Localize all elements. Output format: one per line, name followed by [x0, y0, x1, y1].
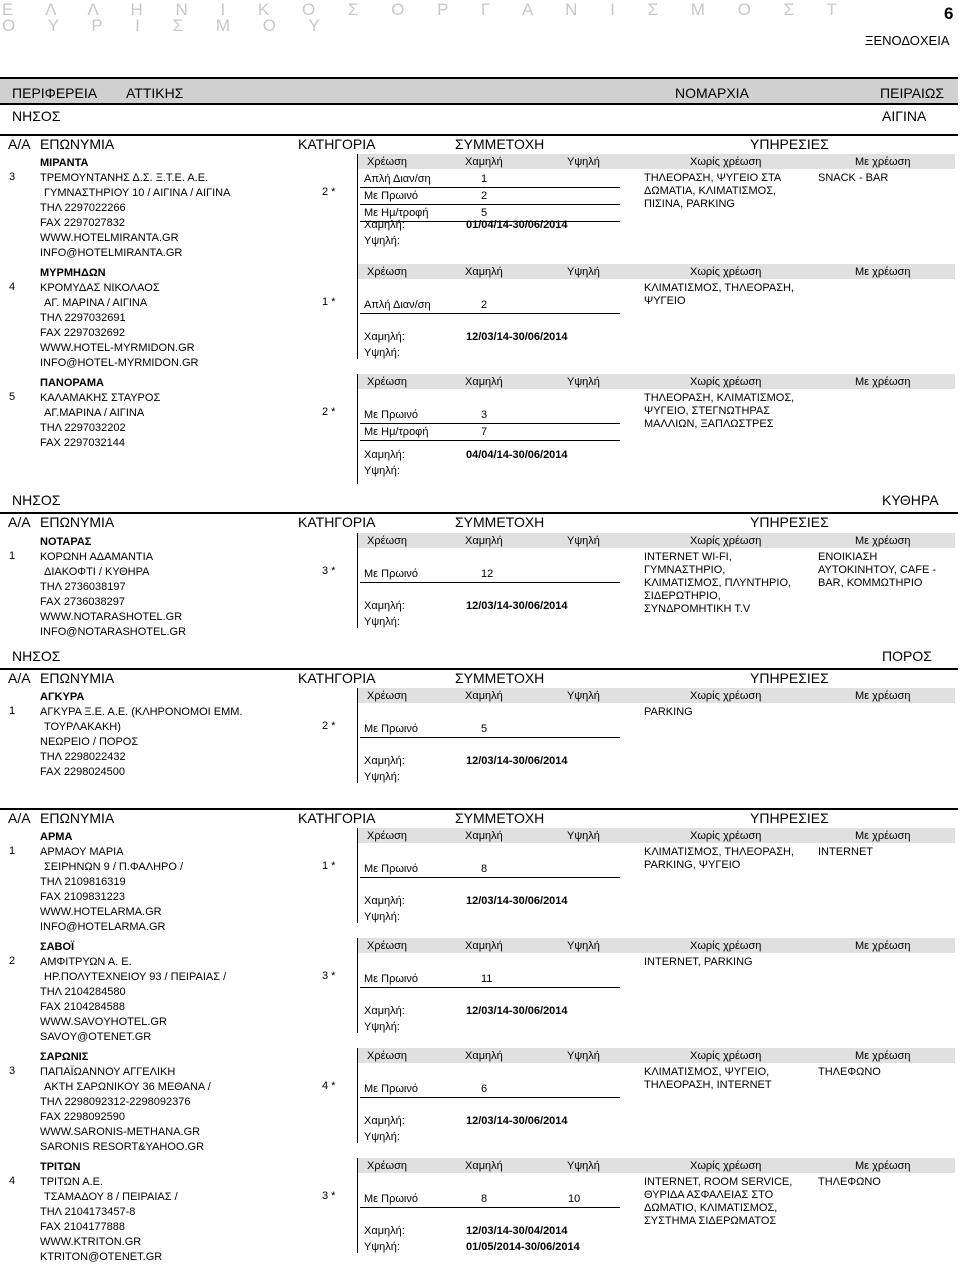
high-period-label: Υψηλή:: [364, 1021, 400, 1033]
hotel-info-line: ΣΕΙΡΗΝΩΝ 9 / Π.ΦΑΛΗΡΟ /: [44, 861, 184, 873]
hotel-info-line: INFO@HOTELMIRANTA.GR: [40, 247, 183, 259]
hotel-info-line: WWW.SAVOYHOTEL.GR: [40, 1016, 167, 1028]
high-label: Υψηλή: [567, 535, 600, 547]
charge-label: Χρέωση: [367, 1160, 407, 1172]
no-charge-label: Χωρίς χρέωση: [690, 376, 762, 388]
col-aa: Α/Α: [8, 670, 31, 686]
low-period: 12/03/14-30/06/2014: [466, 755, 568, 767]
island-name: ΠΟΡΟΣ: [882, 648, 932, 664]
participation-left-rule: [357, 828, 358, 923]
room-type: Απλή Διαν/ση: [364, 173, 431, 185]
hotel-info-line: SAVOY@OTENET.GR: [40, 1031, 152, 1043]
hotel-aa: 1: [9, 705, 16, 717]
room-rule: [360, 877, 620, 878]
hotel-info-line: ΔΙΑΚΟΦΤΙ / ΚΥΘΗΡΑ: [44, 566, 150, 578]
hotel-info-line: WWW.SARONIS-METHANA.GR: [40, 1126, 201, 1138]
hotel-name: ΑΓΚΥΡΑ: [40, 691, 85, 703]
services-free: PARKING: [644, 706, 693, 718]
prefecture-label: ΠΕΡΙΦΕΡΕΙΑ: [12, 85, 98, 101]
participation-left-rule: [357, 938, 358, 1033]
room-type: Με Πρωινό: [364, 409, 418, 421]
no-charge-label: Χωρίς χρέωση: [690, 266, 762, 278]
hotel-info-line: ΚΑΛΑΜΑΚΗΣ ΣΤΑΥΡΟΣ: [40, 392, 161, 404]
low-label: Χαμηλή: [465, 535, 503, 547]
low-period-label: Χαμηλή:: [364, 449, 405, 461]
room-rule: [360, 187, 620, 188]
hotel-info-line: WWW.KTRITON.GR: [40, 1236, 142, 1248]
hotel-category: 3 *: [322, 970, 336, 982]
with-charge-label: Με χρέωση: [855, 940, 911, 952]
prefecture-value: ΑΤΤΙΚΗΣ: [126, 85, 184, 101]
hotel-aa: 1: [9, 550, 16, 562]
high-period-label: Υψηλή:: [364, 347, 400, 359]
low-period: 12/03/14-30/04/2014: [466, 1225, 568, 1237]
hotel-info-line: FAX 2297032144: [40, 437, 126, 449]
services-free: ΤΗΛΕΟΡΑΣΗ, ΨΥΓΕΙΟ ΣΤΑ ΔΩΜΑΤΙΑ, ΚΛΙΜΑΤΙΣΜΟΣ, ΠΙΣΙΝΑ, PARKING: [644, 172, 781, 210]
room-type: Με Πρωινό: [364, 1083, 418, 1095]
hotel-info-line: ΤΗΛ 2104173457-8: [40, 1206, 136, 1218]
room-low-price: 5: [481, 723, 488, 735]
hotel-info-line: ΤΣΑΜΑΔΟΥ 8 / ΠΕΙΡΑΙΑΣ /: [44, 1191, 178, 1203]
room-rule: [360, 1097, 620, 1098]
low-period-label: Χαμηλή:: [364, 895, 405, 907]
services-paid: SNACK - BAR: [818, 172, 889, 184]
hotel-info-line: SARONIS RESORT&YAHOO.GR: [40, 1141, 205, 1153]
col-services: ΥΠΗΡΕΣΙΕΣ: [750, 136, 829, 152]
room-type: Με Πρωινό: [364, 190, 418, 202]
room-low-price: 2: [481, 190, 488, 202]
room-rule: [360, 423, 620, 424]
high-label: Υψηλή: [567, 830, 600, 842]
with-charge-label: Με χρέωση: [855, 830, 911, 842]
hotel-info-line: ΑΡΜΑΟΥ ΜΑΡΙΑ: [40, 846, 124, 858]
room-low-price: 8: [481, 863, 488, 875]
no-charge-label: Χωρίς χρέωση: [690, 535, 762, 547]
hotel-info-line: ΤΗΛ 2297022266: [40, 202, 126, 214]
no-charge-label: Χωρίς χρέωση: [690, 1050, 762, 1062]
hotel-info-line: FAX 2298024500: [40, 766, 126, 778]
col-name: ΕΠΩΝΥΜΙΑ: [40, 670, 115, 686]
no-charge-label: Χωρίς χρέωση: [690, 830, 762, 842]
island-label: ΝΗΣΟΣ: [12, 648, 61, 664]
room-high-price: 10: [568, 1193, 581, 1205]
low-label: Χαμηλή: [465, 376, 503, 388]
participation-left-rule: [357, 154, 358, 264]
hotel-category: 2 *: [322, 720, 336, 732]
low-period: 12/03/14-30/06/2014: [466, 1115, 568, 1127]
room-type: Με Ημ/τροφή: [364, 207, 429, 219]
hotel-info-line: ΑΜΦΙΤΡΥΩΝ Α. Ε.: [40, 956, 132, 968]
high-period-label: Υψηλή:: [364, 911, 400, 923]
hotel-info-line: INFO@HOTEL-MYRMIDON.GR: [40, 357, 199, 369]
services-free: ΤΗΛΕΟΡΑΣΗ, ΚΛΙΜΑΤΙΣΜΟΣ, ΨΥΓΕΙΟ, ΣΤΕΓΝΩΤΗΡΑΣ ΜΑΛΛΙΩΝ, ΞΑΠΛΩΣΤΡΕΣ: [644, 392, 795, 430]
room-rule: [360, 313, 620, 314]
hotel-info-line: KTRITON@OTENET.GR: [40, 1251, 163, 1263]
room-type: Με Πρωινό: [364, 568, 418, 580]
no-charge-label: Χωρίς χρέωση: [690, 156, 762, 168]
hotel-name: ΜΥΡΜΗΔΩΝ: [40, 267, 106, 279]
col-category: ΚΑΤΗΓΟΡΙΑ: [298, 670, 376, 686]
low-period: 12/03/14-30/06/2014: [466, 1005, 568, 1017]
services-free: ΚΛΙΜΑΤΙΣΜΟΣ, ΤΗΛΕΟΡΑΣΗ, ΨΥΓΕΙΟ: [644, 282, 794, 307]
hotel-info-line: ΤΡΕΜΟΥΝΤΑΝΗΣ Δ.Σ. Ξ.Τ.Ε. Α.Ε.: [40, 172, 209, 184]
high-label: Υψηλή: [567, 940, 600, 952]
hotel-info-line: ΑΓ.ΜΑΡΙΝΑ / ΑΙΓΙΝΑ: [44, 407, 145, 419]
col-participation: ΣΥΜΜΕΤΟΧΗ: [455, 514, 545, 530]
services-free: INTERNET, PARKING: [644, 956, 753, 968]
charge-label: Χρέωση: [367, 376, 407, 388]
room-rule: [360, 1207, 620, 1208]
island-label: ΝΗΣΟΣ: [12, 492, 61, 508]
charge-label: Χρέωση: [367, 830, 407, 842]
high-period: 01/05/2014-30/06/2014: [466, 1241, 580, 1253]
hotel-info-line: ΗΡ.ΠΟΛΥΤΕΧΝΕΙΟΥ 93 / ΠΕΙΡΑΙΑΣ /: [44, 971, 227, 983]
col-services: ΥΠΗΡΕΣΙΕΣ: [750, 810, 829, 826]
col-aa: Α/Α: [8, 136, 31, 152]
hotel-aa: 3: [9, 1065, 16, 1077]
hotel-info-line: ΤΟΥΡΛΑΚΑΚΗ): [44, 721, 121, 733]
services-free: ΚΛΙΜΑΤΙΣΜΟΣ, ΤΗΛΕΟΡΑΣΗ, PARKING, ΨΥΓΕΙΟ: [644, 846, 794, 871]
low-label: Χαμηλή: [465, 156, 503, 168]
hotel-aa: 4: [9, 1175, 16, 1187]
col-category: ΚΑΤΗΓΟΡΙΑ: [298, 810, 376, 826]
charge-label: Χρέωση: [367, 535, 407, 547]
no-charge-label: Χωρίς χρέωση: [690, 1160, 762, 1172]
col-aa: Α/Α: [8, 810, 31, 826]
hotel-name: ΑΡΜΑ: [40, 831, 73, 843]
island-name: ΑΙΓΙΝΑ: [882, 108, 927, 124]
services-free: INTERNET WI-FI, ΓΥΜΝΑΣΤΗΡΙΟ, ΚΛΙΜΑΤΙΣΜΟΣ, ΠΛΥΝΤΗΡΙΟ, ΣΙΔΕΡΩΤΗΡΙΟ, ΣΥΝΔΡΟΜΗΤΙΚΗ Τ.V: [644, 551, 792, 615]
low-label: Χαμηλή: [465, 940, 503, 952]
room-type: Με Ημ/τροφή: [364, 426, 429, 438]
hotel-info-line: FAX 2109831223: [40, 891, 126, 903]
col-services: ΥΠΗΡΕΣΙΕΣ: [750, 670, 829, 686]
with-charge-label: Με χρέωση: [855, 376, 911, 388]
room-type: Με Πρωινό: [364, 723, 418, 735]
services-paid: ΕΝΟΙΚΙΑΣΗ ΑΥΤΟΚΙΝΗΤΟΥ, CAFE - BAR, ΚΟΜΜΩΤΗΡΙΟ: [818, 551, 937, 589]
charge-label: Χρέωση: [367, 266, 407, 278]
col-services: ΥΠΗΡΕΣΙΕΣ: [750, 514, 829, 530]
participation-left-rule: [357, 533, 358, 628]
hotel-aa: 5: [9, 391, 16, 403]
hotel-info-line: ΑΓ. ΜΑΡΙΝΑ / ΑΙΓΙΝΑ: [44, 297, 148, 309]
low-period-label: Χαμηλή:: [364, 1115, 405, 1127]
room-low-price: 7: [481, 426, 488, 438]
with-charge-label: Με χρέωση: [855, 1160, 911, 1172]
section-title: ΞΕΝΟΔΟΧΕΙΑ: [865, 33, 950, 48]
hotel-category: 2 *: [322, 186, 336, 198]
low-label: Χαμηλή: [465, 266, 503, 278]
low-period-label: Χαμηλή:: [364, 1005, 405, 1017]
services-free: ΚΛΙΜΑΤΙΣΜΟΣ, ΨΥΓΕΙΟ, ΤΗΛΕΟΡΑΣΗ, INTERNET: [644, 1066, 772, 1091]
charge-label: Χρέωση: [367, 690, 407, 702]
room-rule: [360, 737, 620, 738]
hotel-info-line: INFO@HOTELARMA.GR: [40, 921, 166, 933]
room-type: Με Πρωινό: [364, 1193, 418, 1205]
participation-left-rule: [357, 374, 358, 484]
room-low-price: 11: [481, 973, 493, 985]
col-name: ΕΠΩΝΥΜΙΑ: [40, 136, 115, 152]
high-label: Υψηλή: [567, 1050, 600, 1062]
high-period-label: Υψηλή:: [364, 465, 400, 477]
hotel-category: 3 *: [322, 1190, 336, 1202]
services-paid: ΤΗΛΕΦΩΝΟ: [818, 1176, 881, 1188]
with-charge-label: Με χρέωση: [855, 266, 911, 278]
charge-label: Χρέωση: [367, 156, 407, 168]
high-period-label: Υψηλή:: [364, 1241, 400, 1253]
district-label: ΝΟΜΑΡΧΙΑ: [675, 85, 749, 101]
hotel-aa: 4: [9, 281, 16, 293]
hotel-info-line: ΚΟΡΩΝΗ ΑΔΑΜΑΝΤΙΑ: [40, 551, 154, 563]
hotel-info-line: FAX 2297032692: [40, 327, 126, 339]
room-rule: [360, 987, 620, 988]
high-label: Υψηλή: [567, 156, 600, 168]
hotel-info-line: INFO@NOTARASHOTEL.GR: [40, 626, 187, 638]
hotel-category: 1 *: [322, 860, 336, 872]
hotel-info-line: FAX 2297027832: [40, 217, 126, 229]
participation-left-rule: [357, 1048, 358, 1143]
hotel-info-line: WWW.NOTARASHOTEL.GR: [40, 611, 183, 623]
room-low-price: 2: [481, 299, 488, 311]
room-rule: [360, 440, 620, 441]
island-label: ΝΗΣΟΣ: [12, 108, 61, 124]
room-low-price: 8: [481, 1193, 488, 1205]
org-title-line1: Ε Λ Λ Η Ν Ι Κ Ο Σ Ο Ρ Γ Α Ν Ι Σ Μ Ο Σ Τ: [2, 0, 851, 19]
low-label: Χαμηλή: [465, 1160, 503, 1172]
col-name: ΕΠΩΝΥΜΙΑ: [40, 514, 115, 530]
hotel-aa: 2: [9, 955, 16, 967]
col-participation: ΣΥΜΜΕΤΟΧΗ: [455, 670, 545, 686]
services-paid: INTERNET: [818, 846, 873, 858]
room-low-price: 1: [481, 173, 488, 185]
low-period-label: Χαμηλή:: [364, 600, 405, 612]
hotel-category: 4 *: [322, 1080, 336, 1092]
hotel-aa: 3: [9, 171, 16, 183]
room-type: Με Πρωινό: [364, 973, 418, 985]
hotel-name: ΤΡΙΤΩΝ: [40, 1161, 81, 1173]
high-label: Υψηλή: [567, 266, 600, 278]
hotel-info-line: FAX 2104177888: [40, 1221, 126, 1233]
room-rule: [360, 204, 620, 205]
hotel-info-line: ΤΗΛ 2104284580: [40, 986, 126, 998]
with-charge-label: Με χρέωση: [855, 690, 911, 702]
hotel-info-line: ΤΗΛ 2109816319: [40, 876, 126, 888]
page-number: 6: [944, 4, 954, 23]
island-name: ΚΥΘΗΡΑ: [882, 492, 939, 508]
high-period-label: Υψηλή:: [364, 235, 400, 247]
low-label: Χαμηλή: [465, 830, 503, 842]
low-period: 01/04/14-30/06/2014: [466, 219, 568, 231]
hotel-info-line: ΤΗΛ 2298022432: [40, 751, 126, 763]
hotel-name: ΝΟΤΑΡΑΣ: [40, 536, 92, 548]
hotel-info-line: WWW.HOTELMIRANTA.GR: [40, 232, 179, 244]
hotel-info-line: WWW.HOTEL-MYRMIDON.GR: [40, 342, 195, 354]
low-label: Χαμηλή: [465, 690, 503, 702]
hotel-info-line: ΝΕΩΡΕΙΟ / ΠΟΡΟΣ: [40, 736, 139, 748]
hotel-name: ΠΑΝΟΡΑΜΑ: [40, 377, 104, 389]
hotel-info-line: WWW.HOTELARMA.GR: [40, 906, 162, 918]
hotel-info-line: ΤΡΙΤΩΝ Α.Ε.: [40, 1176, 104, 1188]
hotel-name: ΣΑΒΟΪ: [40, 941, 75, 953]
services-paid: ΤΗΛΕΦΩΝΟ: [818, 1066, 881, 1078]
low-period-label: Χαμηλή:: [364, 331, 405, 343]
with-charge-label: Με χρέωση: [855, 156, 911, 168]
col-category: ΚΑΤΗΓΟΡΙΑ: [298, 136, 376, 152]
district-value: ΠΕΙΡΑΙΩΣ: [880, 85, 944, 101]
high-period-label: Υψηλή:: [364, 1131, 400, 1143]
hotel-info-line: ΑΚΤΗ ΣΑΡΩΝΙΚΟΥ 36 ΜΕΘΑΝΑ /: [44, 1081, 211, 1093]
hotel-info-line: FAX 2298092590: [40, 1111, 126, 1123]
hotel-name: ΣΑΡΩΝΙΣ: [40, 1051, 89, 1063]
low-period: 12/03/14-30/06/2014: [466, 331, 568, 343]
hotel-info-line: ΠΑΠΑΪΩΑΝΝΟΥ ΑΓΓΕΛΙΚΗ: [40, 1066, 176, 1078]
low-period: 04/04/14-30/06/2014: [466, 449, 568, 461]
room-type: Απλή Διαν/ση: [364, 299, 431, 311]
hotel-info-line: ΓΥΜΝΑΣΤΗΡΙΟΥ 10 / ΑΙΓΙΝΑ / ΑΙΓΙΝΑ: [44, 187, 231, 199]
room-low-price: 5: [481, 207, 488, 219]
hotel-name: ΜΙΡΑΝΤΑ: [40, 157, 89, 169]
high-label: Υψηλή: [567, 376, 600, 388]
high-label: Υψηλή: [567, 690, 600, 702]
low-period-label: Χαμηλή:: [364, 1225, 405, 1237]
org-title-line2: Ο Υ Ρ Ι Σ Μ Ο Υ: [2, 16, 334, 35]
room-rule: [360, 582, 620, 583]
with-charge-label: Με χρέωση: [855, 535, 911, 547]
hotel-category: 1 *: [322, 296, 336, 308]
participation-left-rule: [357, 264, 358, 359]
room-low-price: 3: [481, 409, 488, 421]
participation-left-rule: [357, 688, 358, 783]
hotel-info-line: FAX 2104284588: [40, 1001, 126, 1013]
hotel-info-line: ΚΡΟΜΥΔΑΣ ΝΙΚΟΛΑΟΣ: [40, 282, 160, 294]
hotel-info-line: ΤΗΛ 2297032202: [40, 422, 126, 434]
charge-label: Χρέωση: [367, 940, 407, 952]
room-low-price: 6: [481, 1083, 488, 1095]
hotel-info-line: ΤΗΛ 2736038197: [40, 581, 126, 593]
low-period: 12/03/14-30/06/2014: [466, 895, 568, 907]
high-label: Υψηλή: [567, 1160, 600, 1172]
hotel-info-line: FAX 2736038297: [40, 596, 126, 608]
hotel-info-line: ΤΗΛ 2298092312-2298092376: [40, 1096, 191, 1108]
charge-label: Χρέωση: [367, 1050, 407, 1062]
hotel-category: 2 *: [322, 406, 336, 418]
high-period-label: Υψηλή:: [364, 771, 400, 783]
col-name: ΕΠΩΝΥΜΙΑ: [40, 810, 115, 826]
col-participation: ΣΥΜΜΕΤΟΧΗ: [455, 810, 545, 826]
room-low-price: 12: [481, 568, 494, 580]
low-period: 12/03/14-30/06/2014: [466, 600, 568, 612]
room-type: Με Πρωινό: [364, 863, 418, 875]
hotel-category: 3 *: [322, 565, 336, 577]
hotel-info-line: ΤΗΛ 2297032691: [40, 312, 126, 324]
col-aa: Α/Α: [8, 514, 31, 530]
col-participation: ΣΥΜΜΕΤΟΧΗ: [455, 136, 545, 152]
services-free: INTERNET, ROOM SERVICE, ΘΥΡΙΔΑ ΑΣΦΑΛΕΙΑΣ ΣΤΟ ΔΩΜΑΤΙΟ, ΚΛΙΜΑΤΙΣΜΟΣ, ΣΥΣΤΗΜΑ ΣΙΔΕΡΩΜΑΤΟΣ: [644, 1176, 793, 1227]
low-label: Χαμηλή: [465, 1050, 503, 1062]
participation-left-rule: [357, 1158, 358, 1253]
with-charge-label: Με χρέωση: [855, 1050, 911, 1062]
low-period-label: Χαμηλή:: [364, 219, 405, 231]
high-period-label: Υψηλή:: [364, 616, 400, 628]
no-charge-label: Χωρίς χρέωση: [690, 690, 762, 702]
col-category: ΚΑΤΗΓΟΡΙΑ: [298, 514, 376, 530]
hotel-aa: 1: [9, 845, 16, 857]
low-period-label: Χαμηλή:: [364, 755, 405, 767]
hotel-info-line: ΑΓΚΥΡΑ Ξ.Ε. Α.Ε. (ΚΛΗΡΟΝΟΜΟΙ ΕΜΜ.: [40, 706, 243, 718]
no-charge-label: Χωρίς χρέωση: [690, 940, 762, 952]
